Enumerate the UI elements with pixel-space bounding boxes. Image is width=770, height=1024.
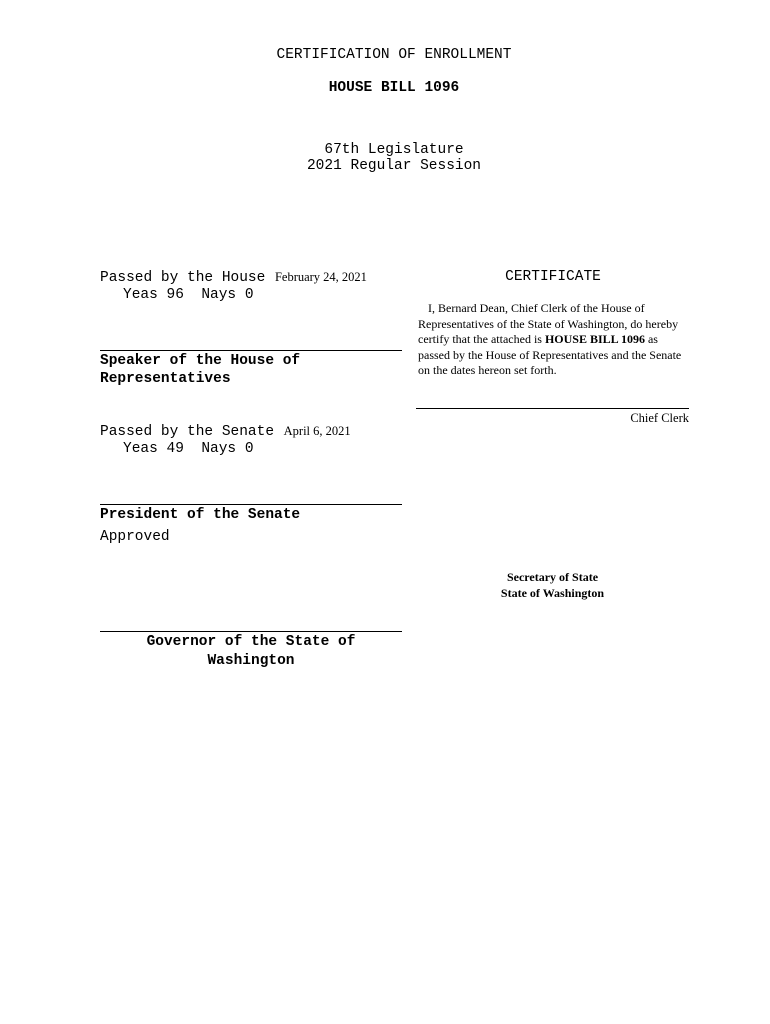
senate-passed-label: Passed by the Senate bbox=[100, 424, 275, 440]
senate-passed-date: April 6, 2021 bbox=[283, 424, 351, 438]
governor-title-line2: Washington bbox=[207, 653, 295, 669]
chief-clerk-signature-line bbox=[416, 408, 689, 409]
house-passed-line bbox=[100, 268, 367, 287]
senate-passed-line bbox=[100, 422, 351, 441]
approved-label: Approved bbox=[100, 529, 170, 545]
certificate-text-after: as passed by the House of Representatives and the Senate on the dates hereon set forth. bbox=[418, 332, 682, 377]
house-passed-label: Passed by the House bbox=[100, 270, 266, 286]
certificate-heading: CERTIFICATE bbox=[505, 269, 601, 285]
certificate-bill-ref: HOUSE BILL 1096 bbox=[544, 332, 645, 346]
certificate-text-before: I, Bernard Dean, Chief Clerk of the House of Representatives of the State of Washington, do hereby certify that the attached is bbox=[418, 301, 679, 346]
house-passed-date: February 24, 2021 bbox=[274, 270, 367, 284]
house-votes: Yeas 96 Nays 0 bbox=[123, 287, 254, 303]
secretary-title-line2: State of Washington bbox=[500, 586, 605, 600]
speaker-title-line1: Speaker of the House of bbox=[100, 353, 301, 369]
session-label: 2021 Regular Session bbox=[306, 158, 482, 174]
governor-title-line1: Governor of the State of bbox=[146, 634, 356, 650]
president-title: President of the Senate bbox=[100, 507, 301, 523]
speaker-title-line2: Representatives bbox=[100, 371, 231, 387]
governor-signature-line bbox=[100, 631, 402, 632]
senate-votes: Yeas 49 Nays 0 bbox=[123, 441, 254, 457]
legislature-label: 67th Legislature bbox=[324, 142, 464, 158]
bill-title: HOUSE BILL 1096 bbox=[328, 80, 460, 96]
certificate-text bbox=[418, 301, 686, 379]
president-signature-line bbox=[100, 504, 402, 505]
certification-title: CERTIFICATION OF ENROLLMENT bbox=[276, 47, 512, 63]
chief-clerk-title: Chief Clerk bbox=[630, 411, 689, 425]
speaker-signature-line bbox=[100, 350, 402, 351]
secretary-title-line1: Secretary of State bbox=[506, 570, 599, 584]
